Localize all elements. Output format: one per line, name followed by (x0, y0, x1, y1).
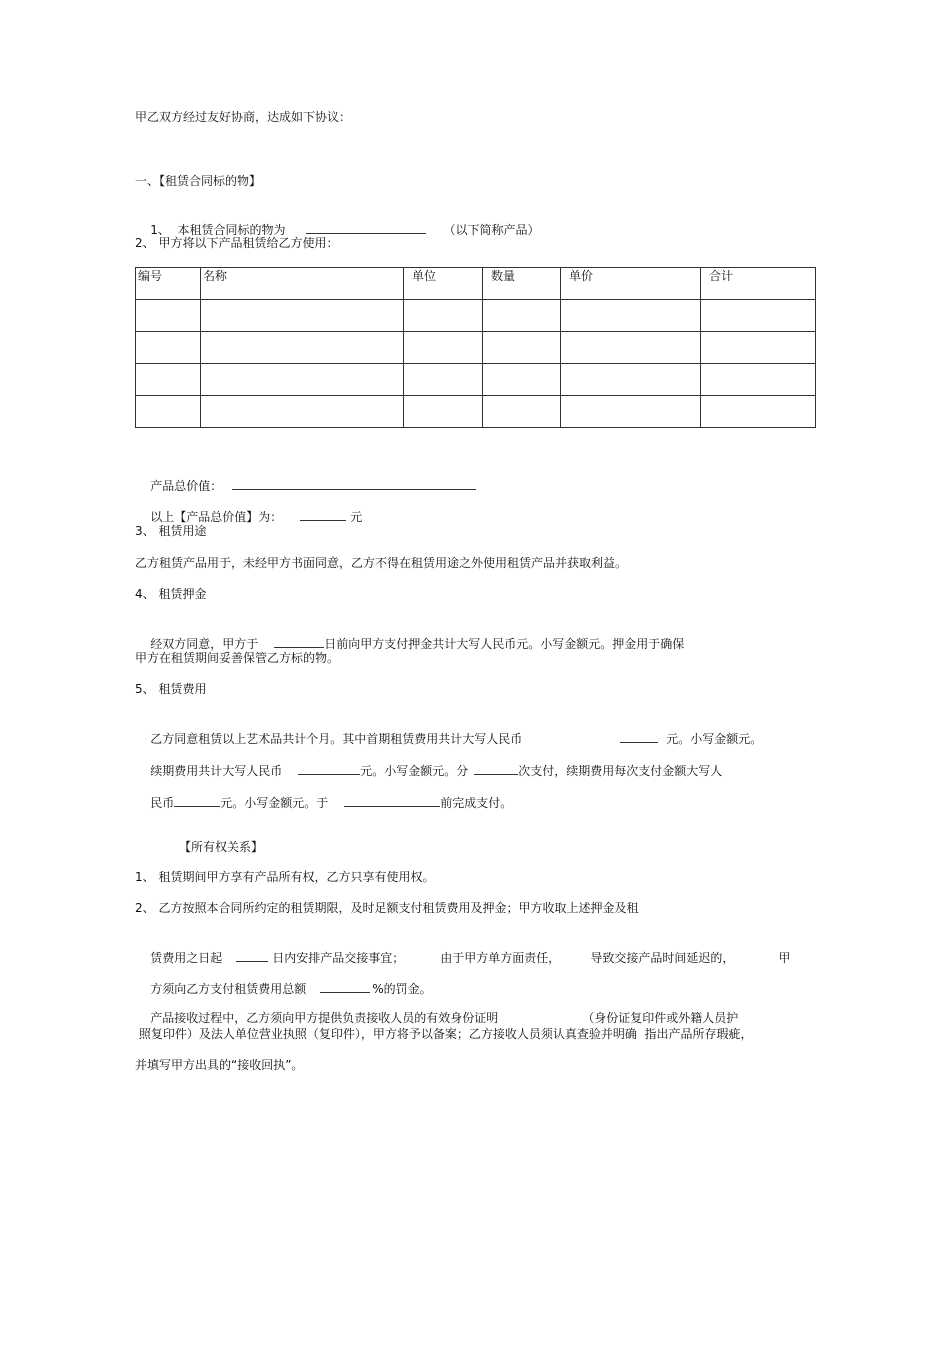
total-value-blank (232, 476, 476, 490)
handover-a: 赁费用之日起 (150, 951, 223, 965)
table-cell (404, 332, 483, 364)
intro-text: 甲乙双方经过友好协商，达成如下协议： (135, 110, 352, 124)
fee-line3-c: 前完成支付。 (440, 796, 513, 810)
renewal-fee-blank (298, 761, 360, 775)
receive-a: 产品接收过程中，乙方须向甲方提供负责接收人员的有效身份证明 (150, 1011, 499, 1025)
table-cell (201, 332, 404, 364)
total-amount-prefix: 以上【产品总价值】为： (150, 510, 283, 524)
fee-line3-b: 元。小写金额元。于 (220, 796, 329, 810)
table-row (136, 364, 816, 396)
table-header-row (136, 268, 816, 300)
col-header-id: 编号 (136, 268, 201, 300)
fee-line1-suffix: 元。小写金额元。 (666, 732, 763, 746)
receive-line3: 并填写甲方出具的“接收回执”。 (135, 1058, 304, 1072)
receive-line2: 照复印件）及法人单位营业执照（复印件），甲方将予以备案；乙方接收人员须认真查验并明确 指出产品所存瑕疵， (135, 1027, 753, 1041)
section5-line3 (135, 777, 512, 827)
deposit-prefix: 经双方同意，甲方于 (150, 637, 259, 651)
table-cell (404, 396, 483, 428)
table-cell (201, 300, 404, 332)
table-cell (201, 364, 404, 396)
product-name-blank (306, 220, 426, 234)
total-value-label: 产品总价值： (150, 479, 223, 493)
table-cell (701, 396, 816, 428)
table-cell (201, 396, 404, 428)
table-cell (136, 396, 201, 428)
receive-b: （身份证复印件或外籍人员护 (582, 1011, 739, 1025)
section3-text: 乙方租赁产品用于，未经甲方书面同意，乙方不得在租赁用途之外使用租赁产品并获取利益。 (135, 556, 628, 570)
col-header-unit: 单位 (404, 268, 483, 300)
fee-line2-b: 元。小写金额元。分 (360, 764, 469, 778)
section1-item2: 2、 甲方将以下产品租赁给乙方使用： (135, 236, 339, 250)
table-cell (561, 332, 701, 364)
table-cell (483, 300, 561, 332)
table-cell (483, 396, 561, 428)
penalty-b: %的罚金。 (372, 982, 432, 996)
section4-line2: 甲方在租赁期间妥善保管乙方标的物。 (135, 651, 340, 665)
table-row (136, 300, 816, 332)
table-cell (136, 332, 201, 364)
ownership-heading: 【所有权关系】 (179, 840, 264, 854)
section1-heading: 一、【租赁合同标的物】 (135, 174, 262, 188)
handover-b: 日内安排产品交接事宜； (272, 951, 405, 965)
col-header-quantity: 数量 (483, 268, 561, 300)
payment-deadline-blank (344, 793, 440, 807)
table-cell (136, 300, 201, 332)
handover-e: 甲 (778, 951, 791, 965)
handover-days-blank (236, 948, 268, 962)
ownership-item1: 1、 租赁期间甲方享有产品所有权，乙方只享有使用权。 (135, 870, 435, 884)
table-cell (561, 300, 701, 332)
table-row (136, 396, 816, 428)
table-cell (483, 332, 561, 364)
col-header-name: 名称 (201, 268, 404, 300)
item1-prefix: 1、 本租赁合同标的物为 (150, 223, 286, 237)
first-fee-blank (620, 729, 658, 743)
product-table (135, 267, 816, 428)
handover-d: 导致交接产品时间延迟的， (590, 951, 735, 965)
section5-heading: 5、 租赁费用 (135, 682, 207, 696)
table-cell (701, 300, 816, 332)
section3-heading: 3、 租赁用途 (135, 524, 207, 538)
fee-line3-a: 民币 (150, 796, 175, 810)
table-cell (701, 332, 816, 364)
table-row (136, 332, 816, 364)
total-amount-unit: 元 (350, 510, 363, 524)
ownership-item2: 2、 乙方按照本合同所约定的租赁期限，及时足额支付租赁费用及押金；甲方收取上述押金及租 (135, 901, 639, 915)
table-cell (561, 396, 701, 428)
table-cell (561, 364, 701, 396)
penalty-percent-blank (320, 979, 370, 993)
table-cell (483, 364, 561, 396)
fee-line2-c: 次支付，续期费用每次支付金额大写人 (518, 764, 723, 778)
installment-amount-blank (174, 793, 220, 807)
penalty-a: 方须向乙方支付租赁费用总额 (150, 982, 307, 996)
fee-line1-prefix: 乙方同意租赁以上艺术品共计个月。其中首期租赁费用共计大写人民币 (150, 732, 523, 746)
fee-line2-a: 续期费用共计大写人民币 (150, 764, 283, 778)
col-header-price: 单价 (561, 268, 701, 300)
table-cell (404, 364, 483, 396)
section4-heading: 4、 租赁押金 (135, 587, 207, 601)
table-cell (404, 300, 483, 332)
item1-suffix: （以下简称产品） (443, 223, 540, 237)
table-cell (701, 364, 816, 396)
total-amount-blank (300, 507, 346, 521)
deposit-suffix: 日前向甲方支付押金共计大写人民币元。小写金额元。押金用于确保 (324, 637, 685, 651)
col-header-total: 合计 (701, 268, 816, 300)
table-cell (136, 364, 201, 396)
deposit-date-blank (274, 634, 324, 648)
installments-blank (474, 761, 518, 775)
handover-c: 由于甲方单方面责任， (440, 951, 561, 965)
